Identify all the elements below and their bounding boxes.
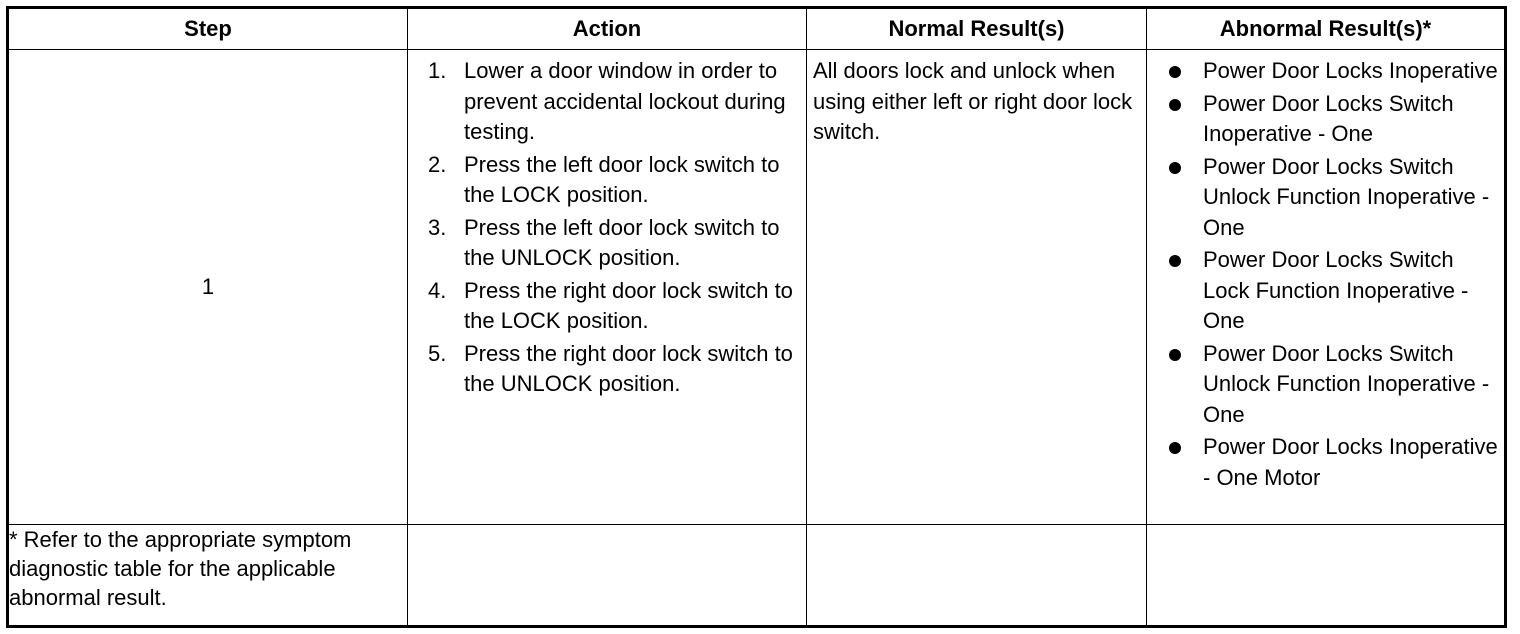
- abnormal-item: Power Door Locks Switch Unlock Function Inoperative - One: [1169, 152, 1502, 244]
- abnormal-item: Power Door Locks Inoperative: [1169, 56, 1502, 87]
- action-item: 1. Lower a door window in order to prevent accidental lockout during testing.: [428, 58, 786, 144]
- action-item: 4. Press the right door lock switch to the LOCK position.: [428, 277, 793, 333]
- action-item: 2. Press the left door lock switch to the LOCK position.: [428, 151, 780, 207]
- empty-cell: [408, 525, 807, 627]
- header-step: Step: [8, 8, 408, 50]
- bullet-icon: [1169, 432, 1203, 493]
- header-normal-results: Normal Result(s): [807, 8, 1147, 50]
- bullet-icon: [1169, 89, 1203, 150]
- header-row: [8, 8, 1506, 50]
- action-item: 3. Press the left door lock switch to the UNLOCK position.: [428, 214, 780, 270]
- header-action: Action: [408, 8, 807, 50]
- abnormal-item: Power Door Locks Inoperative - One Motor: [1169, 432, 1502, 493]
- normal-result-text: All doors lock and unlock when using either left or right door lock switch.: [813, 58, 1133, 144]
- table-row: [8, 50, 1506, 525]
- empty-cell: [1147, 525, 1506, 627]
- abnormal-result-cell: [1147, 50, 1506, 525]
- action-item: 5. Press the right door lock switch to the UNLOCK position.: [428, 340, 793, 396]
- diagnostic-table: [6, 6, 1507, 628]
- step-number: 1: [8, 50, 408, 525]
- empty-cell: [807, 525, 1147, 627]
- bullet-icon: [1169, 56, 1203, 87]
- action-list: [408, 50, 806, 400]
- bullet-icon: [1169, 245, 1203, 337]
- normal-result-cell: [807, 50, 1147, 525]
- action-cell: [408, 50, 807, 525]
- footnote-text: * Refer to the appropriate symptom diagnostic table for the applicable abnormal result.: [8, 525, 408, 627]
- bullet-icon: [1169, 339, 1203, 431]
- abnormal-item: Power Door Locks Switch Unlock Function Inoperative - One: [1169, 339, 1502, 431]
- footnote-row: [8, 525, 1506, 627]
- header-abnormal-results: Abnormal Result(s)*: [1147, 8, 1506, 50]
- abnormal-list: [1147, 50, 1504, 493]
- abnormal-item: Power Door Locks Switch Inoperative - One: [1169, 89, 1502, 150]
- bullet-icon: [1169, 152, 1203, 244]
- abnormal-item: Power Door Locks Switch Lock Function Inoperative - One: [1169, 245, 1502, 337]
